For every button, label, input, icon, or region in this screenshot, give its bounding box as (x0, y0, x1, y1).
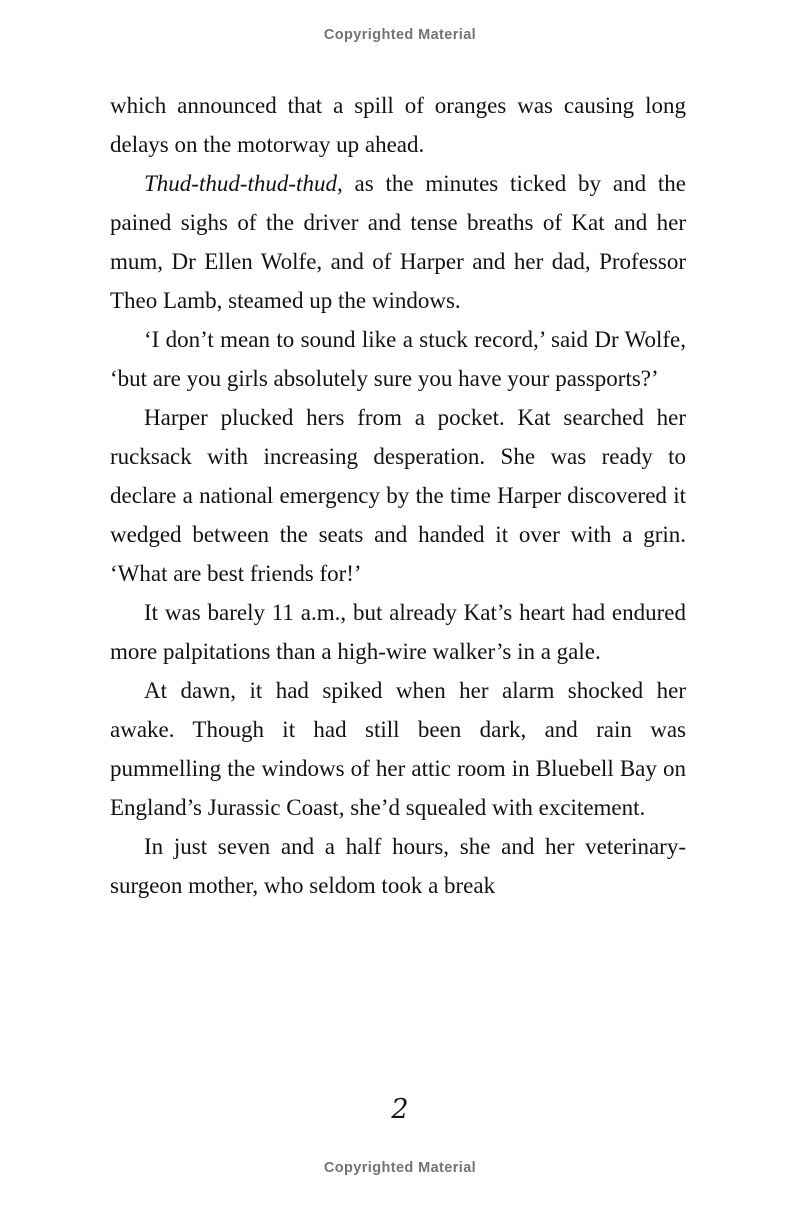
text-run: In just seven and a half hours, she and her veterinary-surgeon mother, who seldom took a break (110, 834, 686, 898)
paragraph (110, 86, 686, 164)
page-number: 2 (391, 1094, 409, 1125)
text-run: Harper plucked hers from a pocket. Kat searched her rucksack with increasing desperation. She was ready to declare a national emergency by the time Harper discovered it wedged between the seats and handed it over with a grin. ‘What are best friends for!’ (110, 405, 686, 586)
paragraph (110, 320, 686, 398)
text-run: , as the minutes ticked by and the pained sighs of the driver and tense breaths of Kat and her mum, Dr Ellen Wolfe, and of Harper and her dad, Professor Theo Lamb, steamed up the windows. (110, 171, 686, 313)
text-run: At dawn, it had spiked when her alarm shocked her awake. Though it had still been dark, and rain was pummelling the windows of her attic room in Bluebell Bay on England’s Jurassic Coast, she’d squealed with excitement. (110, 678, 686, 820)
copyright-watermark-top: Copyrighted Material (323, 27, 477, 43)
text-run: It was barely 11 a.m., but already Kat’s heart had endured more palpitations than a high-wire walker’s in a gale. (110, 600, 686, 664)
paragraph (110, 827, 686, 905)
paragraph (110, 164, 686, 320)
text-block (110, 86, 686, 905)
copyright-watermark-bottom: Copyrighted Material (323, 1160, 477, 1176)
text-run: which announced that a spill of oranges was causing long delays on the motorway up ahead. (110, 93, 686, 157)
paragraph (110, 593, 686, 671)
paragraph (110, 671, 686, 827)
italic-text-run: Thud-thud-thud-thud (144, 171, 337, 196)
text-run: ‘I don’t mean to sound like a stuck record,’ said Dr Wolfe, ‘but are you girls absolutely sure you have your passports?’ (110, 327, 686, 391)
paragraph (110, 398, 686, 593)
